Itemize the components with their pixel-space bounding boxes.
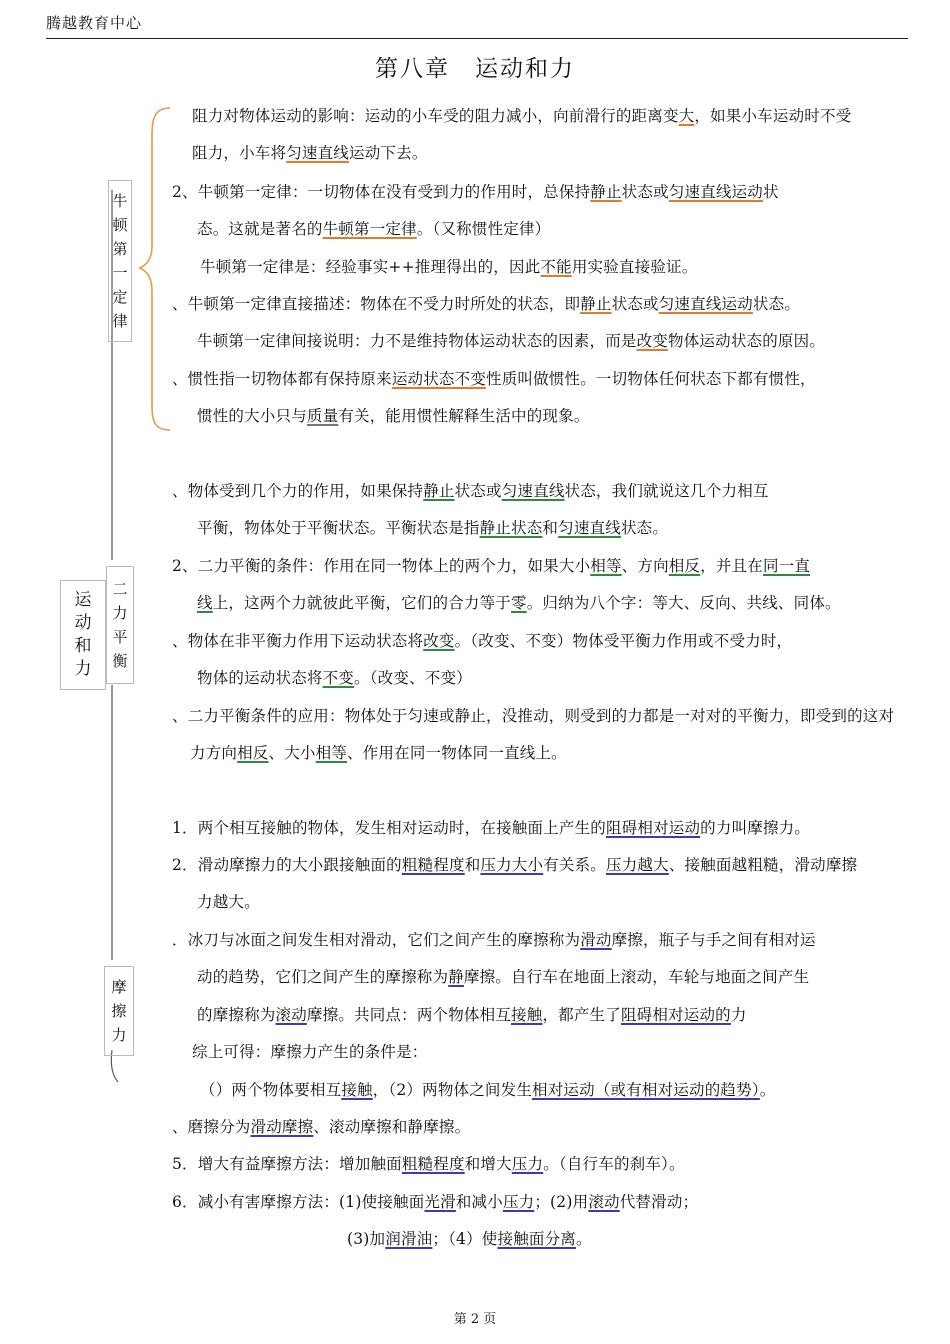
text-line: 综上可得：摩擦力产生的条件是： xyxy=(192,1043,428,1061)
text-line: 、磨擦分为滑动摩擦、滚动摩擦和静摩擦。 xyxy=(172,1118,471,1136)
page-number: 第 2 页 xyxy=(453,1312,497,1327)
text-line: 1．两个相互接触的物体，发生相对运动时，在接触面上产生的阻碍相对运动的力叫摩擦力。 xyxy=(172,819,811,837)
text-line: (3)加润滑油；（4）使接触面分离。 xyxy=(347,1230,592,1248)
text-line: 阻力对物体运动的影响：运动的小车受的阻力减小，向前滑行的距离变大，如果小车运动时不受 xyxy=(192,107,852,125)
text-line: 、物体受到几个力的作用，如果保持静止状态或匀速直线状态，我们就说这几个力相互 xyxy=(172,482,769,500)
text-line: ．冰刀与冰面之间发生相对滑动，它们之间产生的摩擦称为滑动摩擦，瓶子与手之间有相对运 xyxy=(172,931,816,949)
text-line: 线上，这两个力就彼此平衡，它们的合力等于零。归纳为八个字：等大、反向、共线、同体。 xyxy=(197,594,841,612)
chapter-label-box: 运 动 和 力 xyxy=(60,580,106,690)
text-line: 、牛顿第一定律直接描述：物体在不受力时所处的状态，即静止状态或匀速直线运动状态。 xyxy=(172,295,801,313)
text-line: 2．滑动摩擦力的大小跟接触面的粗糙程度和压力大小有关系。压力越大、接触面越粗糙，滑动摩擦 xyxy=(172,856,858,874)
text-line: 2、牛顿第一定律：一切物体在没有受到力的作用时，总保持静止状态或匀速直线运动状 xyxy=(172,183,779,201)
text-line: 6．减小有害摩擦方法：(1)使接触面光滑和减小压力；(2)用滚动代替滑动； xyxy=(172,1193,699,1211)
chapter-title: 第八章 运动和力 xyxy=(375,56,575,82)
text-line: 态。这就是著名的牛顿第一定律。（又称惯性定律） xyxy=(197,220,551,238)
text-line: 牛顿第一定律间接说明：力不是维持物体运动状态的因素，而是改变物体运动状态的原因。 xyxy=(197,332,826,350)
section-label-friction: 摩 擦 力 xyxy=(104,966,134,1056)
text-line: （）两个物体要相互接触，（2）两物体之间发生相对运动（或有相对运动的趋势）。 xyxy=(200,1081,776,1099)
section-label-balance: 二 力 平 衡 xyxy=(106,566,134,684)
text-line: 、物体在非平衡力作用下运动状态将改变。（改变、不变）物体受平衡力作用或不受力时， xyxy=(172,632,793,650)
text-line: 、二力平衡条件的应用：物体处于匀速或静止，没推动，则受到的力都是一对对的平衡力，即受到的这对 xyxy=(172,707,895,725)
section-label-newton: 牛 顿 第 一 定 律 xyxy=(108,180,132,342)
text-line: 力方向相反、大小相等、作用在同一物体同一直线上。 xyxy=(190,744,567,762)
header-text: 腾越教育中心 xyxy=(46,14,143,32)
text-line: 2、二力平衡的条件：作用在同一物体上的两个力，如果大小相等、方向相反，并且在同一直 xyxy=(172,557,811,575)
text-line: 平衡，物体处于平衡状态。平衡状态是指静止状态和匀速直线状态。 xyxy=(197,519,669,537)
text-line: 惯性的大小只与质量有关，能用惯性解释生活中的现象。 xyxy=(197,407,590,425)
text-line: 5．增大有益摩擦方法：增加触面粗糙程度和增大压力。（自行车的刹车）。 xyxy=(172,1155,685,1173)
text-line: 、惯性指一切物体都有保持原来运动状态不变性质叫做惯性。一切物体任何状态下都有惯性， xyxy=(172,370,816,388)
text-line: 牛顿第一定律是：经验事实++推理得出的，因此不能用实验直接验证。 xyxy=(200,258,698,276)
text-line: 的摩擦称为滚动摩擦。共同点：两个物体相互接触，都产生了阻碍相对运动的力 xyxy=(197,1006,747,1024)
text-line: 动的趋势，它们之间产生的摩擦称为静摩擦。自行车在地面上滚动，车轮与地面之间产生 xyxy=(197,968,810,986)
text-line: 物体的运动状态将不变。（改变、不变） xyxy=(197,669,472,687)
text-line: 力越大。 xyxy=(197,893,260,911)
text-line: 阻力，小车将匀速直线运动下去。 xyxy=(192,144,428,162)
